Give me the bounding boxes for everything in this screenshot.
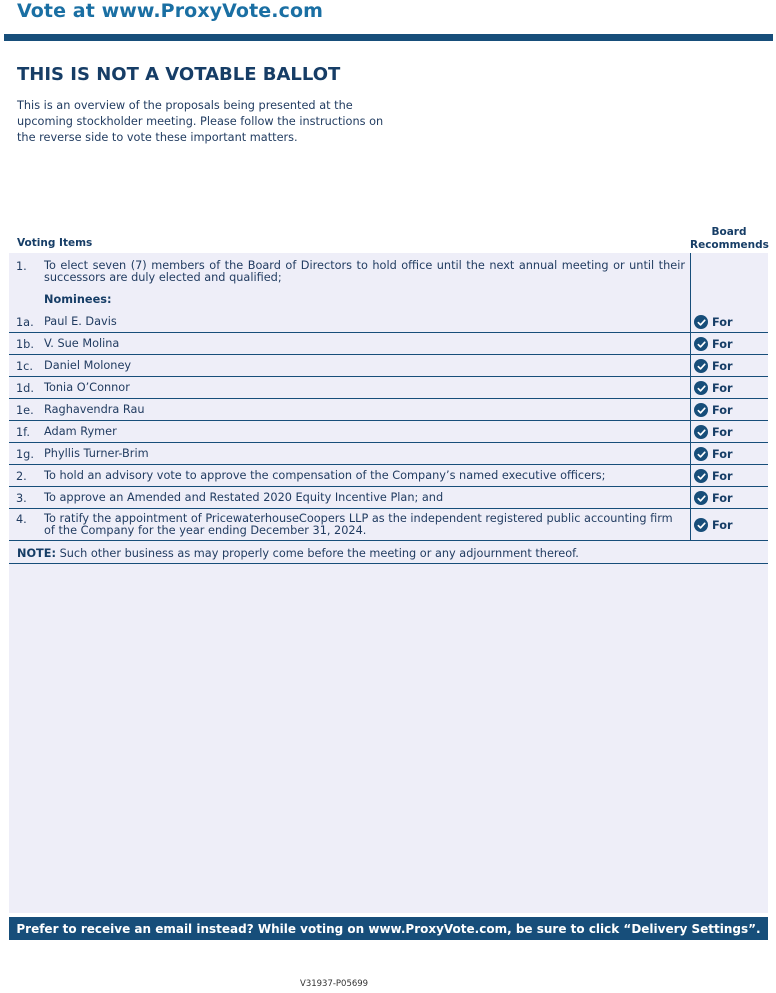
check-circle-icon	[694, 315, 708, 329]
ballot-heading: THIS IS NOT A VOTABLE BALLOT	[17, 64, 341, 85]
note	[17, 547, 579, 560]
item-number: 3.	[16, 492, 27, 505]
note-divider	[9, 563, 768, 564]
voting-items-header: Voting Items	[17, 237, 93, 249]
check-circle-icon	[694, 425, 708, 439]
table-row	[9, 355, 768, 377]
item-text: Tonia O’Connor	[44, 381, 130, 394]
item-text: Daniel Moloney	[44, 359, 132, 372]
item-text: Adam Rymer	[44, 425, 117, 438]
item-number: 1a.	[16, 316, 34, 329]
board-recommendation	[694, 315, 733, 329]
check-circle-icon	[694, 359, 708, 373]
board-recommendation	[694, 425, 733, 439]
table-row	[9, 421, 768, 443]
item-number: 1b.	[16, 338, 34, 351]
board-recommendation	[694, 381, 733, 395]
header-bar	[4, 34, 773, 41]
note-label: NOTE:	[17, 547, 56, 560]
recommendation-label: For	[712, 359, 733, 373]
item-number: 4.	[16, 513, 27, 526]
item-text: Raghavendra Rau	[44, 403, 145, 416]
item-text: To hold an advisory vote to approve the compensation of the Company’s named executive officers;	[44, 469, 606, 482]
note-text: Such other business as may properly come before the meeting or any adjournment thereof.	[56, 547, 579, 560]
column-divider	[690, 253, 691, 541]
board-recommendation	[694, 469, 733, 483]
check-circle-icon	[694, 491, 708, 505]
check-circle-icon	[694, 337, 708, 351]
header-title[interactable]: Vote at www.ProxyVote.com	[17, 0, 323, 22]
control-code: V31937-P05699	[300, 979, 369, 989]
board-recommendation	[694, 518, 733, 532]
item-number: 1d.	[16, 382, 34, 395]
item-number: 2.	[16, 470, 27, 483]
board-recommends-header: Board Recommends	[690, 226, 769, 251]
table-row	[9, 399, 768, 421]
recommendation-label: For	[712, 315, 733, 329]
recommendation-label: For	[712, 425, 733, 439]
item-number: 1g.	[16, 448, 34, 461]
item-number: 1f.	[16, 426, 30, 439]
item-number: 1e.	[16, 404, 34, 417]
check-circle-icon	[694, 518, 708, 532]
table-row	[9, 509, 768, 541]
delivery-settings-banner: Prefer to receive an email instead? While voting on www.ProxyVote.com, be sure to click “Delivery Settings”.	[9, 917, 768, 940]
item-text: Phyllis Turner-Brim	[44, 447, 149, 460]
table-row	[9, 487, 768, 509]
item-number: 1c.	[16, 360, 33, 373]
board-recommendation	[694, 359, 733, 373]
table-row	[9, 311, 768, 333]
board-recommendation	[694, 447, 733, 461]
board-recommendation	[694, 337, 733, 351]
recommendation-label: For	[712, 403, 733, 417]
proposal-text: To elect seven (7) members of the Board of Directors to hold office until the next annual meeting or until their successors are duly elected and qualified;	[44, 259, 685, 284]
table-row	[9, 443, 768, 465]
check-circle-icon	[694, 447, 708, 461]
recommendation-label: For	[712, 337, 733, 351]
check-circle-icon	[694, 403, 708, 417]
table-row	[9, 377, 768, 399]
table-row	[9, 333, 768, 355]
table-row	[9, 465, 768, 487]
item-text: V. Sue Molina	[44, 337, 120, 350]
recommendation-label: For	[712, 469, 733, 483]
nominees-label: Nominees:	[44, 293, 112, 306]
proposal-number: 1.	[16, 260, 27, 273]
recommendation-label: For	[712, 491, 733, 505]
intro-text: This is an overview of the proposals being presented at the upcoming stockholder meeting. Please follow the instructions on the reverse side to vote these important matters.	[17, 99, 384, 144]
check-circle-icon	[694, 469, 708, 483]
board-recommendation	[694, 403, 733, 417]
recommendation-label: For	[712, 447, 733, 461]
recommendation-label: For	[712, 518, 733, 532]
board-recommendation	[694, 491, 733, 505]
item-text: To approve an Amended and Restated 2020 Equity Incentive Plan; and	[44, 491, 444, 504]
recommendation-label: For	[712, 381, 733, 395]
item-text: Paul E. Davis	[44, 315, 117, 328]
item-text: To ratify the appointment of PricewaterhouseCoopers LLP as the independent registered public accounting firm of the Company for the year ending December 31, 2024.	[44, 512, 673, 537]
check-circle-icon	[694, 381, 708, 395]
